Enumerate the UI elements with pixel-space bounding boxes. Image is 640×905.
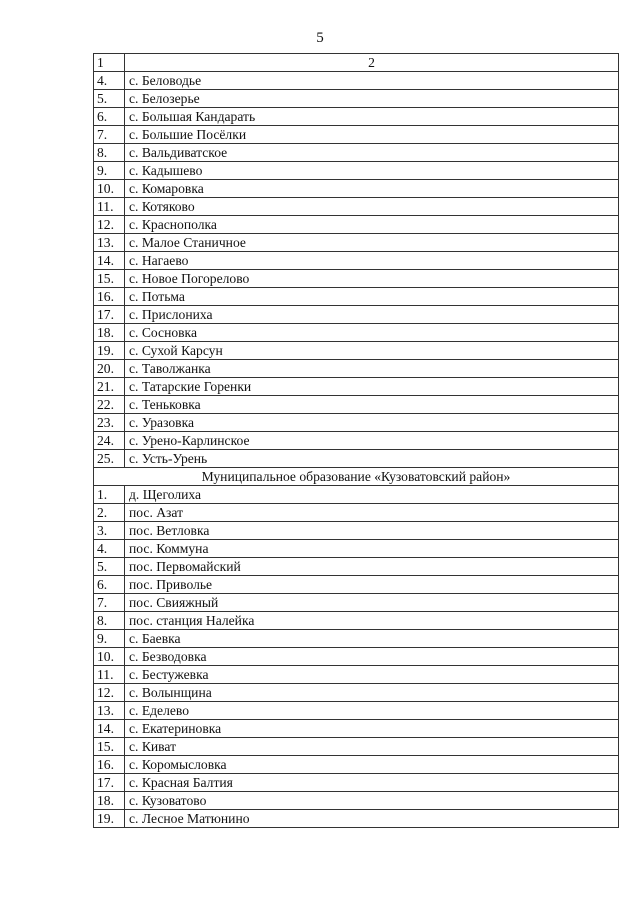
table-row <box>94 666 619 684</box>
row-number: 15. <box>94 270 125 288</box>
table-row <box>94 504 619 522</box>
row-number: 16. <box>94 288 125 306</box>
header-col-2: 2 <box>125 54 619 72</box>
settlement-name: с. Комаровка <box>125 180 619 198</box>
row-number: 15. <box>94 738 125 756</box>
table-row <box>94 72 619 90</box>
table-header-row <box>94 54 619 72</box>
settlement-name: с. Коромысловка <box>125 756 619 774</box>
row-number: 17. <box>94 306 125 324</box>
row-number: 8. <box>94 612 125 630</box>
row-number: 5. <box>94 90 125 108</box>
settlement-name: с. Большие Посёлки <box>125 126 619 144</box>
row-number: 13. <box>94 234 125 252</box>
row-number: 23. <box>94 414 125 432</box>
table-row <box>94 576 619 594</box>
settlement-name: с. Таволжанка <box>125 360 619 378</box>
table-row <box>94 162 619 180</box>
table-row <box>94 306 619 324</box>
table-row <box>94 702 619 720</box>
row-number: 4. <box>94 72 125 90</box>
table-row <box>94 90 619 108</box>
row-number: 9. <box>94 630 125 648</box>
settlement-name: д. Щеголиха <box>125 486 619 504</box>
row-number: 16. <box>94 756 125 774</box>
table-row <box>94 288 619 306</box>
settlements-table <box>93 53 619 828</box>
settlement-name: с. Теньковка <box>125 396 619 414</box>
row-number: 7. <box>94 126 125 144</box>
section-title: Муниципальное образование «Кузоватовский район» <box>94 468 619 486</box>
settlement-name: с. Татарские Горенки <box>125 378 619 396</box>
settlements-table-body <box>94 54 619 828</box>
row-number: 12. <box>94 216 125 234</box>
table-row <box>94 144 619 162</box>
table-row <box>94 180 619 198</box>
table-row <box>94 774 619 792</box>
table-row <box>94 558 619 576</box>
settlement-name: с. Красная Балтия <box>125 774 619 792</box>
settlement-name: с. Большая Кандарать <box>125 108 619 126</box>
row-number: 1. <box>94 486 125 504</box>
settlement-name: пос. станция Налейка <box>125 612 619 630</box>
table-row <box>94 108 619 126</box>
settlement-name: с. Бестужевка <box>125 666 619 684</box>
settlement-name: с. Прислониха <box>125 306 619 324</box>
settlement-name: с. Новое Погорелово <box>125 270 619 288</box>
settlement-name: с. Беловодье <box>125 72 619 90</box>
row-number: 9. <box>94 162 125 180</box>
table-row <box>94 756 619 774</box>
table-row <box>94 738 619 756</box>
row-number: 19. <box>94 810 125 828</box>
table-row <box>94 810 619 828</box>
table-row <box>94 270 619 288</box>
table-row <box>94 522 619 540</box>
row-number: 14. <box>94 252 125 270</box>
settlement-name: с. Безводовка <box>125 648 619 666</box>
settlement-name: с. Еделево <box>125 702 619 720</box>
settlement-name: пос. Азат <box>125 504 619 522</box>
settlement-name: с. Котяково <box>125 198 619 216</box>
row-number: 24. <box>94 432 125 450</box>
row-number: 17. <box>94 774 125 792</box>
table-row <box>94 486 619 504</box>
settlement-name: с. Баевка <box>125 630 619 648</box>
settlement-name: с. Кузоватово <box>125 792 619 810</box>
row-number: 7. <box>94 594 125 612</box>
settlement-name: с. Волынщина <box>125 684 619 702</box>
header-col-1: 1 <box>94 54 125 72</box>
settlement-name: с. Нагаево <box>125 252 619 270</box>
settlement-name: пос. Свияжный <box>125 594 619 612</box>
row-number: 18. <box>94 792 125 810</box>
row-number: 8. <box>94 144 125 162</box>
settlement-name: с. Киват <box>125 738 619 756</box>
table-row <box>94 252 619 270</box>
row-number: 18. <box>94 324 125 342</box>
row-number: 14. <box>94 720 125 738</box>
settlement-name: с. Уразовка <box>125 414 619 432</box>
table-row <box>94 720 619 738</box>
settlement-name: с. Сухой Карсун <box>125 342 619 360</box>
table-row <box>94 612 619 630</box>
table-row <box>94 648 619 666</box>
row-number: 6. <box>94 108 125 126</box>
row-number: 2. <box>94 504 125 522</box>
table-row <box>94 360 619 378</box>
row-number: 22. <box>94 396 125 414</box>
table-row <box>94 126 619 144</box>
page-number: 5 <box>316 30 324 46</box>
section-row <box>94 468 619 486</box>
row-number: 12. <box>94 684 125 702</box>
settlement-name: с. Сосновка <box>125 324 619 342</box>
table-row <box>94 684 619 702</box>
table-row <box>94 198 619 216</box>
table-row <box>94 432 619 450</box>
row-number: 13. <box>94 702 125 720</box>
table-row <box>94 378 619 396</box>
row-number: 19. <box>94 342 125 360</box>
settlement-name: пос. Приволье <box>125 576 619 594</box>
settlement-name: пос. Первомайский <box>125 558 619 576</box>
row-number: 11. <box>94 666 125 684</box>
table-row <box>94 630 619 648</box>
settlement-name: пос. Коммуна <box>125 540 619 558</box>
table-row <box>94 450 619 468</box>
table-row <box>94 396 619 414</box>
settlement-name: с. Белозерье <box>125 90 619 108</box>
row-number: 21. <box>94 378 125 396</box>
row-number: 6. <box>94 576 125 594</box>
settlement-name: с. Урено-Карлинское <box>125 432 619 450</box>
row-number: 3. <box>94 522 125 540</box>
settlement-name: с. Лесное Матюнино <box>125 810 619 828</box>
settlement-name: пос. Ветловка <box>125 522 619 540</box>
table-row <box>94 234 619 252</box>
row-number: 25. <box>94 450 125 468</box>
settlement-name: с. Краснополка <box>125 216 619 234</box>
row-number: 20. <box>94 360 125 378</box>
settlement-name: с. Малое Станичное <box>125 234 619 252</box>
row-number: 10. <box>94 648 125 666</box>
table-row <box>94 324 619 342</box>
row-number: 11. <box>94 198 125 216</box>
row-number: 4. <box>94 540 125 558</box>
settlement-name: с. Усть-Урень <box>125 450 619 468</box>
table-row <box>94 216 619 234</box>
table-row <box>94 792 619 810</box>
row-number: 5. <box>94 558 125 576</box>
table-row <box>94 414 619 432</box>
row-number: 10. <box>94 180 125 198</box>
table-row <box>94 540 619 558</box>
settlement-name: с. Екатериновка <box>125 720 619 738</box>
table-row <box>94 594 619 612</box>
settlement-name: с. Потьма <box>125 288 619 306</box>
settlement-name: с. Вальдиватское <box>125 144 619 162</box>
settlement-name: с. Кадышево <box>125 162 619 180</box>
table-row <box>94 342 619 360</box>
